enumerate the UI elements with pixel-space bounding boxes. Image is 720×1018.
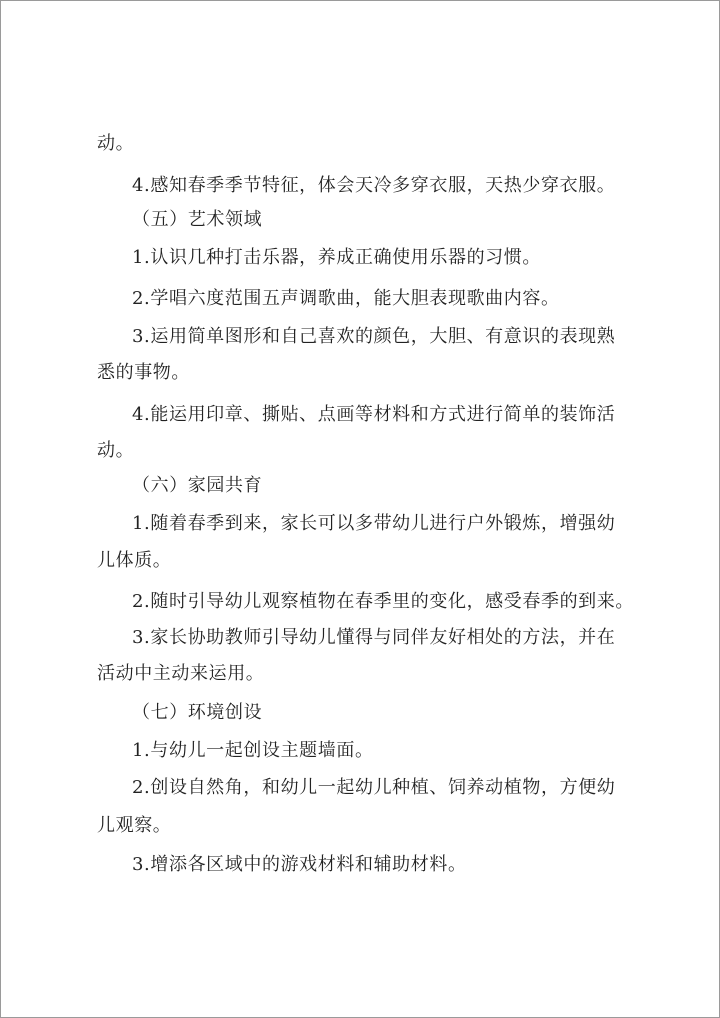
section-heading-arts: （五）艺术领域 <box>132 209 263 230</box>
text-line: 动。 <box>97 440 135 461</box>
text-line: 3.家长协助教师引导幼儿懂得与同伴友好相处的方法，并在 <box>132 627 616 648</box>
text-line: 动。 <box>97 133 135 154</box>
text-line: 2.学唱六度范围五声调歌曲，能大胆表现歌曲内容。 <box>132 288 560 309</box>
text-line: 悉的事物。 <box>97 362 190 383</box>
section-heading-home-school: （六）家园共育 <box>132 475 263 496</box>
text-line: 儿体质。 <box>97 550 172 571</box>
text-line: 1.随着春季到来，家长可以多带幼儿进行户外锻炼，增强幼 <box>132 513 616 534</box>
text-line: 4.能运用印章、撕贴、点画等材料和方式进行简单的装饰活 <box>132 404 616 425</box>
text-line: 3.增添各区域中的游戏材料和辅助材料。 <box>132 854 467 875</box>
section-heading-environment: （七）环境创设 <box>132 702 263 723</box>
text-line: 2.随时引导幼儿观察植物在春季里的变化，感受春季的到来。 <box>132 591 634 612</box>
text-line: 3.运用简单图形和自己喜欢的颜色，大胆、有意识的表现熟 <box>132 326 616 347</box>
text-line: 活动中主动来运用。 <box>97 663 265 684</box>
text-line: 1.认识几种打击乐器，养成正确使用乐器的习惯。 <box>132 247 541 268</box>
text-line: 儿观察。 <box>97 815 172 836</box>
text-line: 4.感知春季季节特征，体会天冷多穿衣服，天热少穿衣服。 <box>132 175 616 196</box>
text-line: 1.与幼儿一起创设主题墙面。 <box>132 740 374 761</box>
text-line: 2.创设自然角，和幼儿一起幼儿种植、饲养动植物，方便幼 <box>132 777 616 798</box>
